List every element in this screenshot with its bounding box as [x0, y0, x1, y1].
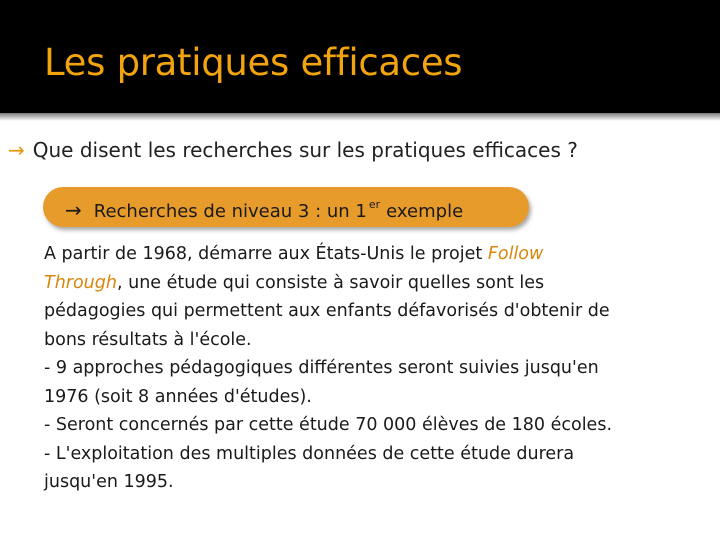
arrow-right-icon: →	[65, 198, 82, 222]
body-line1-text: A partir de 1968, démarre aux États-Unis le projet	[44, 244, 488, 264]
arrow-right-icon: →	[8, 138, 25, 162]
pill-superscript: er	[368, 198, 381, 211]
body-line	[44, 269, 704, 298]
emphasis-follow: Follow	[487, 244, 544, 264]
main-bullet-text: Que disent les recherches sur les pratiques efficaces ?	[32, 138, 578, 162]
body-paragraph	[44, 240, 704, 497]
body-line: jusqu'en 1995.	[44, 472, 174, 492]
pill-text-after: exemple	[386, 201, 464, 222]
pill-text-before: Recherches de niveau 3 : un 1	[93, 201, 367, 222]
body-line: bons résultats à l'école.	[44, 329, 252, 350]
body-line: - 9 approches pédagogiques différentes seront suivies jusqu'en	[44, 358, 599, 378]
emphasis-through: Through	[44, 272, 117, 293]
title-bar	[0, 0, 720, 113]
sub-bullet-pill	[43, 187, 529, 227]
main-bullet	[8, 135, 578, 165]
body-line: - Seront concernés par cette étude 70 000 élèves de 180 écoles.	[44, 415, 613, 435]
body-line: 1976 (soit 8 années d'études).	[44, 386, 312, 407]
body-line2-text: , une étude qui consiste à savoir quelles sont les	[116, 272, 545, 293]
body-line: pédagogies qui permettent aux enfants défavorisés d'obtenir de	[44, 301, 610, 321]
body-line: - L'exploitation des multiples données de cette étude durera	[44, 443, 575, 464]
slide-title: Les pratiques efficaces	[44, 41, 463, 84]
body-line	[44, 240, 704, 269]
